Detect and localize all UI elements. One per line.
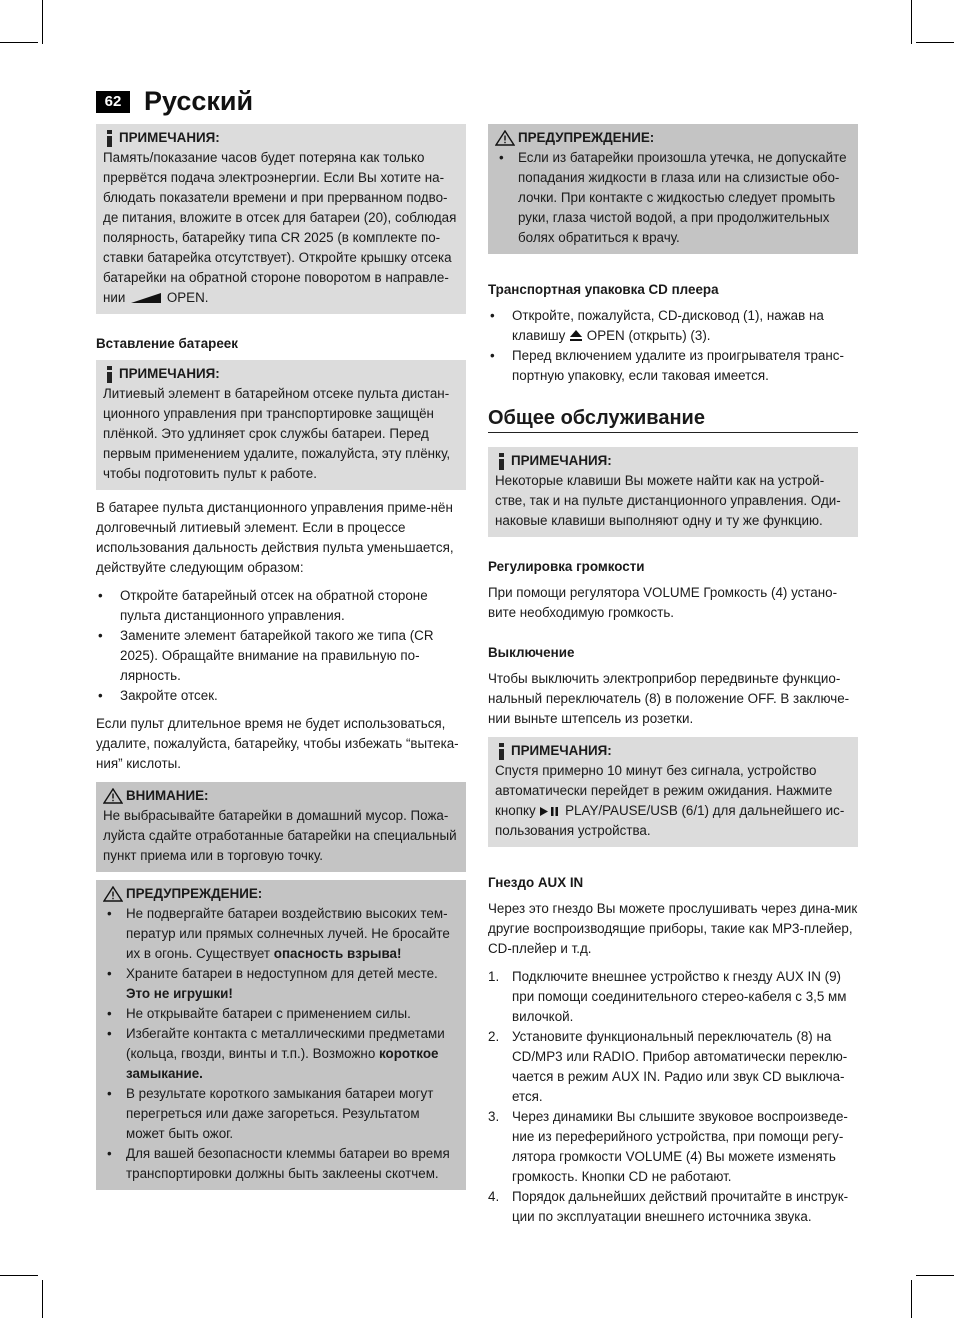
note-title: ПРИМЕЧАНИЯ: — [103, 128, 459, 148]
paragraph: Через это гнездо Вы можете прослушивать через дина-мик другие воспроизводящие приборы, такие как MP3-плейер, CD-плейер и т.д. — [488, 901, 858, 956]
note-title: ПРИМЕЧАНИЯ: — [103, 364, 459, 384]
note-title: ПРИМЕЧАНИЯ: — [495, 741, 851, 761]
info-icon — [495, 743, 508, 760]
rotate-direction-icon — [129, 292, 163, 304]
paragraph: Если пульт длительное время не будет использоваться, удалите, пожалуйста, батарейку, чтобы избежать “вытека-ния” кислоты. — [96, 716, 459, 771]
numbered-list — [488, 967, 858, 1227]
list-item: 4. Порядок дальнейших действий прочитайте в инструк-ции по эксплуатации внешнего источника звука. — [488, 1189, 849, 1224]
attention-text: Не выбрасывайте батарейки в домашний мусор. Пожа-луйста сдайте отработанные батарейки на специальный пункт приема или в торговую точку. — [103, 808, 457, 863]
crop-mark — [916, 42, 954, 43]
warning-list — [495, 148, 851, 248]
warning-triangle-icon — [495, 130, 515, 146]
paragraph: Чтобы выключить электроприбор передвиньте функцио-нальный переключатель (8) в положение OFF. В заключе-нии выньте штепсель из розетки. — [488, 671, 850, 726]
list-item: • Откройте батарейный отсек на обратной стороне пульта дистанционного управления. — [96, 586, 466, 626]
section-heading-large: Общее обслуживание — [488, 408, 858, 433]
crop-mark — [0, 42, 38, 43]
right-column — [488, 124, 858, 1235]
bullet-list — [96, 586, 466, 706]
list-item: • Избегайте контакта с металлическими предметами (кольца, гвозди, винты и т.п.). Возможно короткое замыкание. — [103, 1024, 459, 1084]
section-heading: Выключение — [488, 645, 575, 660]
left-column — [96, 124, 466, 1198]
list-item: 2. Установите функциональный переключатель (8) на CD/MP3 или RADIO. Прибор автоматически переклю-чается в режим AUX IN. Радио или звук CD выключа-ется. — [488, 1029, 848, 1104]
section-heading: Гнездо AUX IN — [488, 875, 584, 890]
page-header — [96, 86, 253, 117]
crop-mark — [911, 0, 912, 44]
list-item: • Для вашей безопасности клеммы батареи во время транспортировки должны быть заклеены скотчем. — [103, 1144, 459, 1184]
info-icon — [103, 130, 116, 147]
warning-box-batteries — [96, 880, 466, 1190]
eject-icon — [569, 329, 583, 342]
info-icon — [103, 366, 116, 383]
note-text: Литиевый элемент в батарейном отсеке пульта дистан-ционного управления при транспортировке защищён плёнкой. Это удлиняет срок службы батареи. Перед первым применением удалите, пожалуйста, эту плёнку, чтобы подготовить пульт к работе. — [103, 386, 451, 481]
note-box-standby — [488, 737, 858, 847]
note-box-clock — [96, 124, 466, 314]
list-item: • Если из батарейки произошла утечка, не допускайте попадания жидкости в глаза или на слизистые обо-лочки. При контакте с жидкостью следует промыть руки, глаза чистой водой, а при продолжительных болях обратиться к врачу. — [495, 148, 851, 248]
crop-mark — [42, 1280, 43, 1318]
list-item: 3. Через динамики Вы слышите звуковое воспроизведе-ние из переферийного устройства, при помощи регу-лятора громкости VOLUME (4) Вы можете изменять громкость. Кнопки CD не работают. — [488, 1109, 848, 1184]
paragraph: В батарее пульта дистанционного управления приме-нён долговечный литиевый элемент. Если в процессе использования дальность действия пульта уменьшается, действуйте следующим образом: — [96, 500, 454, 575]
paragraph: При помощи регулятора VOLUME Громкость (4) устано-вите необходимую громкость. — [488, 585, 838, 620]
note-text: Спустя примерно 10 минут без сигнала, устройство автоматически перейдет в режим ожидания. Нажмите кнопку PLAY/PAUSE/USB (6/1) для дальнейшего ис-пользования устройства. — [495, 763, 845, 838]
page-title: Русский — [144, 86, 254, 116]
bullet-list — [488, 306, 858, 386]
crop-mark — [42, 0, 43, 44]
note-text: Память/показание часов будет потеряна как только прервётся подача электроэнергии. Если Вы хотите на-блюдать показатели времени и при прерванном подво-де питания, вложите в отсек для батареи (20), соблюдая полярность, батарейку типа CR 2025 (в комплекте по-ставки батарейка отсутствует). Откройте крышку отсека батарейки на обратной стороне поворотом в направле-нии OPEN. — [103, 150, 457, 305]
list-item: • Перед включением удалите из проигрывателя транс-портную упаковку, если таковая имеется. — [488, 346, 858, 386]
list-item: 1. Подключите внешнее устройство к гнезду AUX IN (9) при помощи соединительного стерео-кабеля с 3,5 мм вилочкой. — [488, 969, 847, 1024]
list-item: • Замените элемент батарейкой такого же типа (CR 2025). Обращайте внимание на правильную по-лярность. — [96, 626, 466, 686]
page-number: 62 — [96, 91, 130, 113]
section-heading: Регулировка громкости — [488, 559, 645, 574]
list-item: • Не открывайте батареи с применением силы. — [103, 1004, 459, 1024]
section-heading: Вставление батареек — [96, 336, 238, 351]
attention-box — [96, 782, 466, 872]
list-item: • Закройте отсек. — [96, 686, 466, 706]
play-pause-icon — [539, 806, 561, 817]
list-item: • Откройте, пожалуйста, CD-дисковод (1), нажав на клавишу OPEN (открыть) (3). — [488, 306, 858, 346]
warning-title: ПРЕДУПРЕЖДЕНИЕ: — [103, 884, 459, 904]
list-item: • Храните батареи в недоступном для детей месте. Это не игрушки! — [103, 964, 459, 1004]
section-heading: Транспортная упаковка CD плеера — [488, 282, 719, 297]
warning-triangle-icon — [103, 788, 123, 804]
warning-list — [103, 904, 459, 1184]
list-item: • Не подвергайте батареи воздействию высоких тем-ператур или прямых солнечных лучей. Не бросайте их в огонь. Существует опасность взрыва! — [103, 904, 459, 964]
warning-triangle-icon — [103, 886, 123, 902]
crop-mark — [916, 1275, 954, 1276]
note-box-lithium — [96, 360, 466, 490]
warning-title: ПРЕДУПРЕЖДЕНИЕ: — [495, 128, 851, 148]
attention-title: ВНИМАНИЕ: — [103, 786, 459, 806]
crop-mark — [911, 1280, 912, 1318]
warning-box-leak — [488, 124, 858, 254]
note-text: Некоторые клавиши Вы можете найти как на устрой-стве, так и на пульте дистанционного управления. Оди-наковые клавиши выполняют одну и ту же функцию. — [495, 473, 841, 528]
crop-mark — [0, 1275, 38, 1276]
info-icon — [495, 453, 508, 470]
list-item: • В результате короткого замыкания батареи могут перегреться или даже загореться. Результатом может быть ожог. — [103, 1084, 459, 1144]
note-box-keys — [488, 447, 858, 537]
note-title: ПРИМЕЧАНИЯ: — [495, 451, 851, 471]
